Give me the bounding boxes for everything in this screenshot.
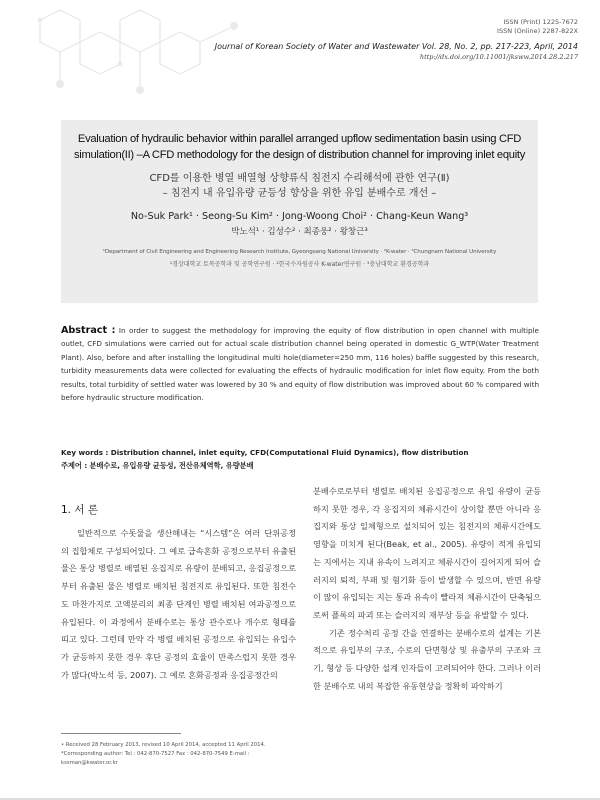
footnote-divider xyxy=(61,733,181,734)
body-paragraph: 일반적으로 수돗물을 생산해내는 “시스템”은 여러 단위공정의 집합체로 구성되어있다. 그 예로 급속혼화 공정으로부터 유출된 물은 통상 병렬로 배열된 응집지로 유량이 분배되고, 응집공정으로부터 유출된 물은 병렬로 배치된 침전지로 유입된다. 또한 침전수도 마찬가지로 고액분리의 최종 단계인 병렬 배치된 여과공정으로 유입된다. 이 과정에서 분배수로는 통상 관수로나 개수로 형태를 띠고 있다. 그런데 만약 각 병렬 배치된 공정으로 유입되는 유입수가 균등하지 못한 경우 후단 공정의 효율이 만족스럽지 못한 경우가 많다(박노석 등, 2007). 그 예로 혼화공정과 응집공정간의 xyxy=(61,528,296,680)
keywords-english xyxy=(61,448,539,457)
authors-english: No-Suk Park¹ · Seong-Su Kim² · Jong-Woong Choi² · Chang-Keun Wang³ xyxy=(130,211,469,222)
abstract-text: In order to suggest the methodology for improving the equity of flow distribution in open channel with multiple outlet, CFD simulations were carried out for actual scale distribution channel being operated in domestic G_WTP(Water Treatment Plant). Also, before and after installing the longitudinal multi hole(diameter=250 mm, 116 holes) baffle suggested by this research, turbidity measurements data were collected for evaluating the effects of hydraulic modification for inlet flow equity. From the both results, total turbidity of settled water was lowered by 30 % and equity of flow distribution was improved about 60 % compared with before hydraulic structure modification. xyxy=(61,326,539,403)
footnote-received: • Received 28 February 2013, revised 10 April 2014, accepted 11 April 2014. xyxy=(61,742,266,748)
right-column xyxy=(313,483,541,695)
footnotes xyxy=(61,741,296,767)
issn-online: ISSN (Online) 2287-822X xyxy=(497,27,578,35)
body-paragraph: 분배수로로부터 병렬로 배치된 응집공정으로 유입 유량이 균등하지 못한 경우, 각 응집지의 체류시간이 상이할 뿐만 아니라 응집지와 통상 일체형으로 설치되어 있는 침전지의 체류시간에도 영향을 미치게 된다(Beak, et al., 2005). 유량이 적게 유입되는 지에서는 지내 유속이 느려지고 체류시간이 길어지게 되어 슬러지의 퇴적, 부패 및 혐기화 등이 발생할 수 있으며, 반면 유량이 많이 유입되는 지는 통과 유속이 빨라져 체류시간이 단축됨으로써 플록의 파괴 또는 슬러지의 재부상 등을 유발할 수 있다. xyxy=(313,486,541,620)
affiliations-korean: ¹경상대학교 토목공학과 및 공학연구원 · ²한국수자원공사 K-water연구원 · ³충남대학교 환경공학과 xyxy=(169,261,430,268)
title-english-line2: simulation(II) –A CFD methodology for the design of distribution channel for improving inlet equity xyxy=(74,148,525,161)
abstract xyxy=(61,324,539,404)
left-column xyxy=(61,502,296,684)
journal-citation: Journal of Korean Society of Water and Wastewater Vol. 28, No. 2, pp. 217-223, April, 2014 xyxy=(214,42,578,51)
journal-header xyxy=(215,18,578,61)
body-paragraph: 기존 정수처리 공정 간을 연결하는 분배수로의 설계는 기본적으로 유입부의 구조, 수로의 단면형상 및 유출부의 구조와 크기, 형상 등 다양한 설계 인자들이 고려되어야 한다. 그러나 이러한 분배수로 내의 복잡한 유동현상을 정확히 파악하기 xyxy=(313,627,541,691)
paper-title-english xyxy=(61,132,538,163)
authors-korean: 박노석¹ · 김성수² · 최종웅² · 왕창근³ xyxy=(231,227,368,237)
title-block xyxy=(61,120,538,303)
abstract-label: Abstract : xyxy=(61,325,116,336)
keywords-korean xyxy=(61,461,539,471)
keywords-text-korean: 분배수로, 유입유량 균등성, 전산유체역학, 유량분배 xyxy=(89,461,254,470)
keywords-label: Key words : xyxy=(61,448,109,457)
section-heading-introduction: 1. 서 론 xyxy=(61,504,98,516)
paper-title-korean xyxy=(61,171,538,201)
title-korean-line1: CFD를 이용한 병열 배열형 상향류식 침전지 수리해석에 관한 연구(Ⅱ) xyxy=(149,173,450,184)
title-english-line1: Evaluation of hydraulic behavior within parallel arranged upflow sedimentation basin using CFD xyxy=(77,133,522,145)
keywords-label-korean: 주제어 : xyxy=(61,461,88,470)
affiliations-english: ¹Department of Civil Engineering and Engineering Research Institute, Gyeongsang National University · ²K-water · ³Chungnam National University xyxy=(102,249,497,255)
keywords-text: Distribution channel, inlet equity, CFD(Computational Fluid Dynamics), flow distribution xyxy=(110,448,469,457)
title-korean-line2: – 침전지 내 유입유량 균등성 향상을 위한 유입 분배수로 개선 – xyxy=(162,188,437,199)
issn-print: ISSN (Print) 1225-7672 xyxy=(503,18,578,26)
doi-link[interactable]: http://dx.doi.org/10.11001/jksww.2014.28.2.217 xyxy=(419,53,578,61)
footnote-corresponding: *Corresponding author: Tel : 042-870-7527 Fax : 042-870-7549 E-mail : kssman@kwater.or.kr xyxy=(61,750,250,766)
